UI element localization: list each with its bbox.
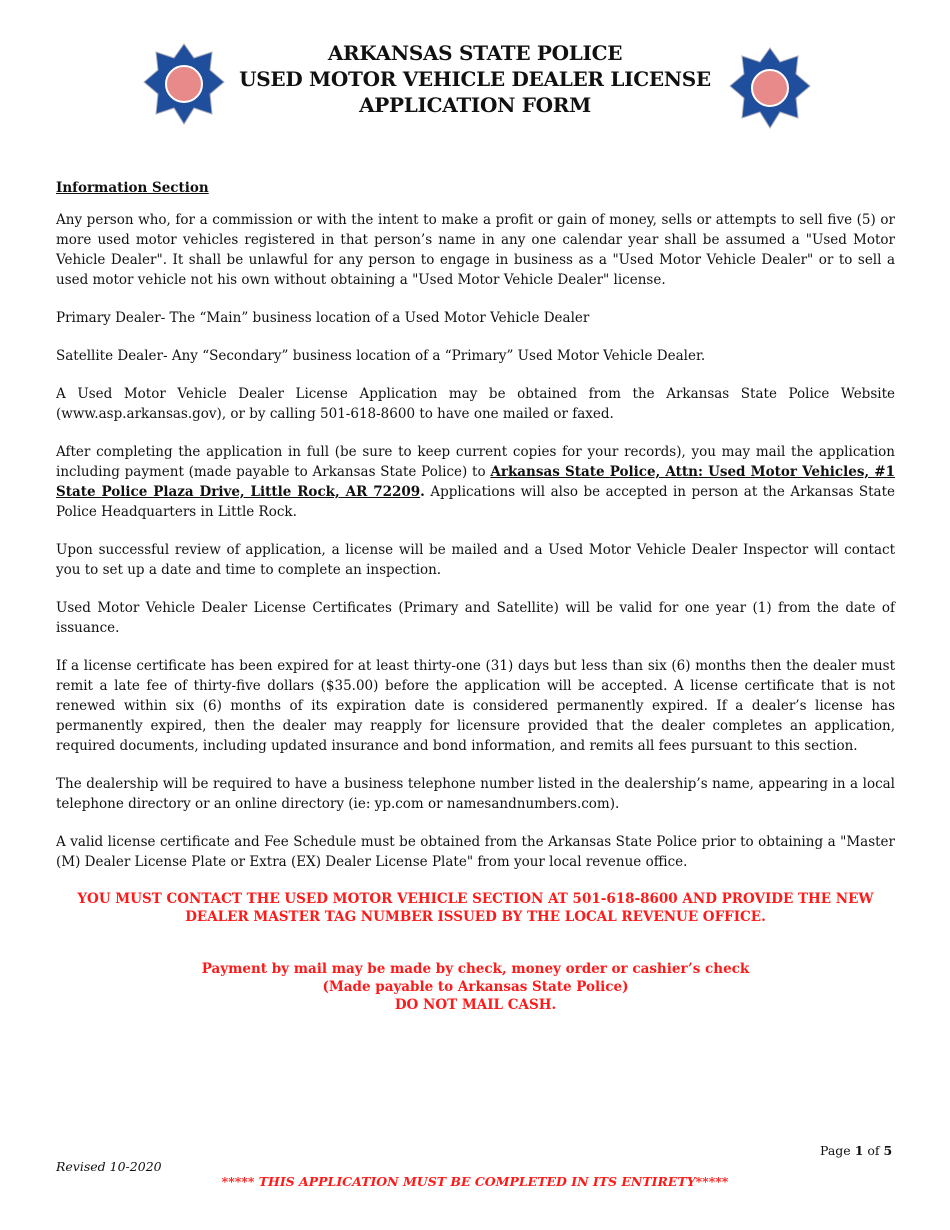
- document-title: [230, 40, 720, 118]
- information-section: [56, 178, 895, 1032]
- page-current: 1: [854, 1143, 864, 1158]
- page-of: of: [867, 1143, 880, 1158]
- mailing-address: Arkansas State Police, Attn: Used Motor Vehicles, #1 State Police Plaza Drive, Little Rock, AR 72209: [56, 464, 895, 500]
- page-label: Page: [820, 1143, 851, 1158]
- title-line: USED MOTOR VEHICLE DEALER LICENSE: [239, 67, 711, 91]
- section-heading: Information Section: [56, 180, 209, 196]
- text: After completing the application in full (be sure to keep current copies for your records), you may mail the application including payment (made payable to Arkansas State Police) to: [56, 444, 895, 480]
- footer-notice: ***** THIS APPLICATION MUST BE COMPLETED IN ITS ENTIRETY*****: [221, 1174, 729, 1189]
- paragraph-late-fee: If a license certificate has been expired for at least thirty-one (31) days but less than six (6) months then the dealer must remit a late fee of thirty-five dollars ($35.00) before the application will be accepted. A license certificate that is not renewed within six (6) months of its expiration date is considered permanently expired. If a dealer’s license has permanently expired, then the dealer may reapply for licensure provided that the dealer completes an application, required documents, including updated insurance and bond information, and remits all fees pursuant to this section.: [56, 658, 895, 754]
- paragraph-definition: Any person who, for a commission or with the intent to make a profit or gain of money, sells or attempts to sell five (5) or more used motor vehicles registered in that person’s name in any one calendar year shall be assumed a "Used Motor Vehicle Dealer". It shall be unlawful for any person to engage in business as a "Used Motor Vehicle Dealer" or to sell a used motor vehicle not his own without obtaining a "Used Motor Vehicle Dealer" license.: [56, 212, 895, 288]
- title-line: ARKANSAS STATE POLICE: [327, 41, 623, 65]
- revision-date: Revised 10-2020: [56, 1159, 162, 1174]
- paragraph-primary-dealer: Primary Dealer- The “Main” business location of a Used Motor Vehicle Dealer: [56, 310, 590, 326]
- page-total: 5: [883, 1143, 893, 1158]
- state-police-badge-logo: [728, 46, 812, 130]
- paragraph-review: Upon successful review of application, a license will be mailed and a Used Motor Vehicle Dealer Inspector will contact you to set up a date and time to complete an inspection.: [56, 542, 895, 578]
- payment-line: Payment by mail may be made by check, money order or cashier’s check: [201, 961, 750, 977]
- state-police-badge-logo: [142, 42, 226, 126]
- page-number: [820, 1143, 892, 1158]
- title-line: APPLICATION FORM: [359, 93, 591, 117]
- payment-line: (Made payable to Arkansas State Police): [322, 979, 629, 995]
- payment-notice: [56, 960, 895, 1014]
- payment-line: DO NOT MAIL CASH.: [394, 997, 557, 1013]
- paragraph-dealer-plate: A valid license certificate and Fee Schedule must be obtained from the Arkansas State Police prior to obtaining a "Master (M) Dealer License Plate or Extra (EX) Dealer License Plate" from your local revenue office.: [56, 834, 895, 870]
- contact-notice: YOU MUST CONTACT THE USED MOTOR VEHICLE SECTION AT 501-618-8600 AND PROVIDE THE NEW DEALER MASTER TAG NUMBER ISSUED BY THE LOCAL REVENUE OFFICE.: [77, 891, 874, 925]
- paragraph-obtain-application: A Used Motor Vehicle Dealer License Application may be obtained from the Arkansas State Police Website (www.asp.arkansas.gov), or by calling 501-618-8600 to have one mailed or faxed.: [56, 386, 895, 422]
- paragraph-telephone: The dealership will be required to have a business telephone number listed in the dealership’s name, appearing in a local telephone directory or an online directory (ie: yp.com or namesandnumbers.com).: [56, 776, 895, 812]
- paragraph-validity: Used Motor Vehicle Dealer License Certificates (Primary and Satellite) will be valid for one year (1) from the date of issuance.: [56, 600, 895, 636]
- paragraph-satellite-dealer: Satellite Dealer- Any “Secondary” business location of a “Primary” Used Motor Vehicle Dealer.: [56, 348, 706, 364]
- document-header: [0, 40, 950, 130]
- text: Applications will also be accepted in person at the Arkansas State Police Headquarters in Little Rock.: [56, 484, 895, 520]
- text: .: [420, 484, 425, 500]
- paragraph-mailing: [56, 442, 895, 522]
